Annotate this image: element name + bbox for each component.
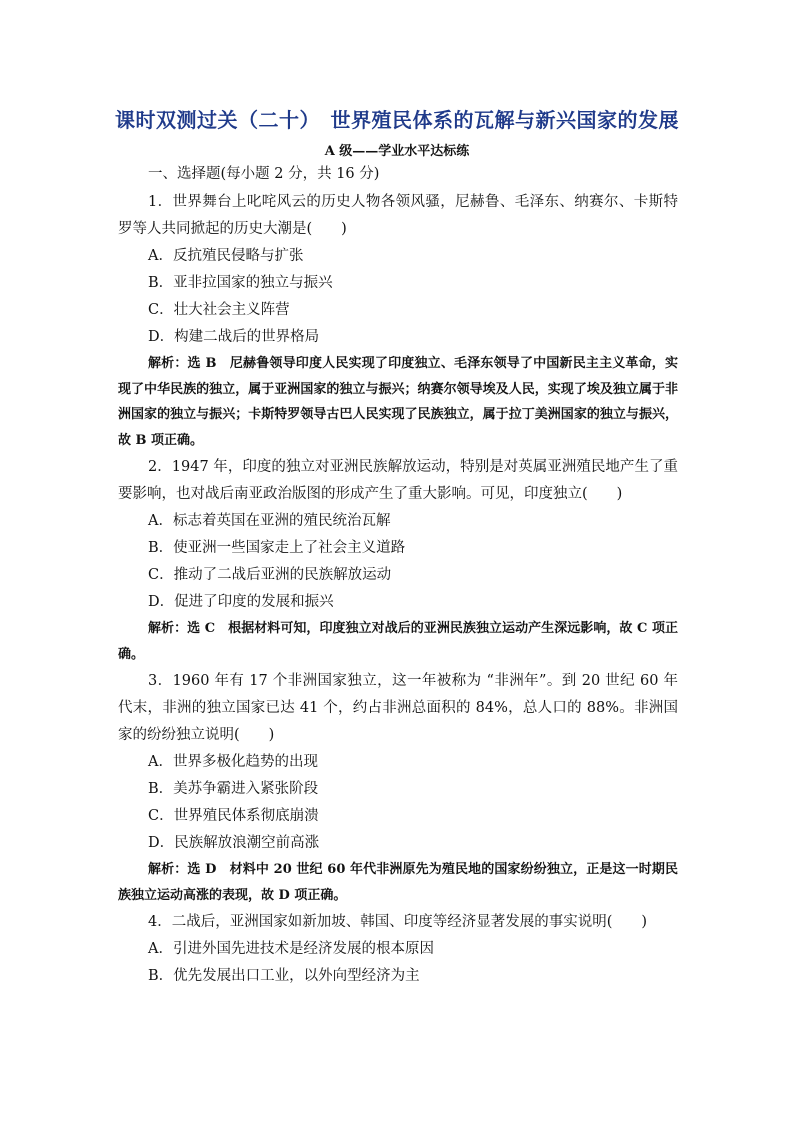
option-c: C．世界殖民体系彻底崩溃 [148,808,319,824]
option-a: A．反抗殖民侵略与扩张 [148,248,304,264]
question-analysis: 解析：选 B 尼赫鲁领导印度人民实现了印度独立、毛泽东领导了中国新民主主义革命，实现了中华民族的独立，属于亚洲国家的独立与振兴；纳赛尔领导埃及人民，实现了埃及独立属于非洲国家的独立与振兴；卡斯特罗领导古巴人民实现了民族独立，属于拉丁美洲国家的独立与振兴，故 B 项正确。 [118,356,678,448]
option-a: A．标志着英国在亚洲的殖民统治瓦解 [148,513,391,529]
question-1 [118,189,678,453]
question-analysis: 解析：选 C 根据材料可知，印度独立对战后的亚洲民族独立运动产生深远影响，故 C 项正确。 [118,621,678,662]
option-b: B．优先发展出口工业，以外向型经济为主 [148,968,420,984]
question-stem: 2．1947 年，印度的独立对亚洲民族解放运动，特别是对英属亚洲殖民地产生了重要影响，也对战后南亚政治版图的形成产生了重大影响。可见，印度独立( ) [118,459,678,502]
level-subtitle: A 级——学业水平达标练 [324,144,470,159]
section-heading: 一、选择题(每小题 2 分，共 16 分) [148,166,380,182]
option-b: B．使亚洲一些国家走上了社会主义道路 [148,540,406,556]
question-4 [118,909,678,990]
option-d: D．民族解放浪潮空前高涨 [148,835,320,851]
option-d: D．构建二战后的世界格局 [148,329,320,345]
question-stem: 3．1960 年有 17 个非洲国家独立，这一年被称为 “非洲年”。到 20 世纪 60 年代末，非洲的独立国家已达 41 个，约占非洲总面积的 84%，总人口的 88%。非洲国家的纷纷独立说明( ) [118,673,678,743]
question-3 [118,668,678,908]
option-a: A．世界多极化趋势的出现 [148,754,318,770]
option-b: B．亚非拉国家的独立与振兴 [148,275,333,291]
option-c: C．推动了二战后亚洲的民族解放运动 [148,567,392,583]
question-analysis: 解析：选 D 材料中 20 世纪 60 年代非洲原先为殖民地的国家纷纷独立，正是这一时期民族独立运动高涨的表现，故 D 项正确。 [118,862,678,903]
exercise-content [118,160,678,990]
option-d: D．促进了印度的发展和振兴 [148,594,334,610]
question-2 [118,454,678,667]
question-stem: 4．二战后，亚洲国家如新加坡、韩国、印度等经济显著发展的事实说明( ) [148,914,648,930]
question-stem: 1．世界舞台上叱咤风云的历史人物各领风骚，尼赫鲁、毛泽东、纳赛尔、卡斯特罗等人共同掀起的历史大潮是( ) [118,194,678,237]
option-b: B．美苏争霸进入紧张阶段 [148,781,319,797]
option-c: C．壮大社会主义阵营 [148,302,290,318]
page-title: 课时双测过关（二十） 世界殖民体系的瓦解与新兴国家的发展 [115,108,679,132]
option-a: A．引进外国先进技术是经济发展的根本原因 [148,941,434,957]
